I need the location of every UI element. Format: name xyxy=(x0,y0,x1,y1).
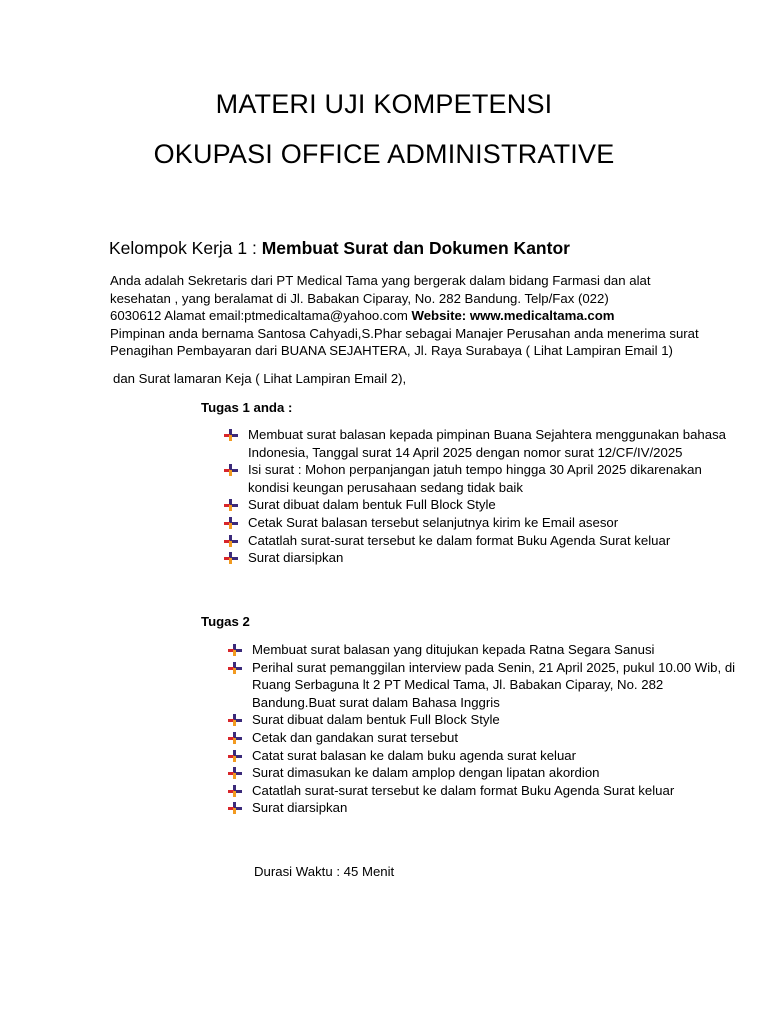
four-color-plus-bullet-icon xyxy=(224,499,238,511)
four-color-plus-bullet-icon xyxy=(228,644,242,656)
tugas-2-item-text: Surat dimasukan ke dalam amplop dengan lipatan akordion xyxy=(252,765,600,781)
tugas-1-item xyxy=(224,549,744,567)
four-color-plus-bullet-icon xyxy=(224,517,238,529)
tugas-1-item xyxy=(224,426,744,461)
intro-line xyxy=(110,290,750,308)
tugas-1-list xyxy=(224,426,744,567)
tugas-2-item xyxy=(228,747,748,765)
tugas-1-item-text: Surat dibuat dalam bentuk Full Block Style xyxy=(248,497,496,513)
tugas-2-item-text: Catat surat balasan ke dalam buku agenda surat keluar xyxy=(252,747,577,763)
intro-paragraph xyxy=(110,272,750,360)
section-heading-prefix: Kelompok Kerja 1 : xyxy=(109,238,262,258)
intro-text: Pimpinan anda bernama Santosa Cahyadi,S.Phar sebagai Manajer Perusahan anda menerima surat xyxy=(110,325,699,341)
intro-line xyxy=(110,272,750,290)
four-color-plus-bullet-icon xyxy=(228,732,242,744)
tugas-2-title: Tugas 2 xyxy=(201,614,250,629)
tugas-1-item xyxy=(224,532,744,550)
intro-text: 6030612 Alamat email:ptmedicaltama@yahoo.com xyxy=(110,308,412,323)
four-color-plus-bullet-icon xyxy=(224,552,238,564)
tugas-2-item-text: Cetak dan gandakan surat tersebut xyxy=(252,729,459,745)
four-color-plus-bullet-icon xyxy=(228,714,242,726)
intro-line xyxy=(110,325,750,343)
intro-line xyxy=(110,342,750,360)
four-color-plus-bullet-icon xyxy=(224,429,238,441)
tugas-1-item xyxy=(224,496,744,514)
four-color-plus-bullet-icon xyxy=(228,750,242,762)
tugas-2-item xyxy=(228,711,748,729)
four-color-plus-bullet-icon xyxy=(228,662,242,674)
tugas-2-item xyxy=(228,764,748,782)
tugas-1-item-text: Membuat surat balasan kepada pimpinan Buana Sejahtera menggunakan bahasa Indonesia, Tanggal surat 14 April 2025 dengan nomor surat 12/CF/IV/2025 xyxy=(248,427,727,460)
tugas-2-item xyxy=(228,729,748,747)
document-title-line-2: OKUPASI OFFICE ADMINISTRATIVE xyxy=(153,139,615,169)
tugas-1-item xyxy=(224,514,744,532)
tugas-1-item-text: Cetak Surat balasan tersebut selanjutnya kirim ke Email asesor xyxy=(248,514,619,530)
four-color-plus-bullet-icon xyxy=(224,535,238,547)
tugas-2-item-text: Catatlah surat-surat tersebut ke dalam format Buku Agenda Surat keluar xyxy=(252,782,675,798)
tugas-1-item-text: Surat diarsipkan xyxy=(248,550,344,566)
duration-label: Durasi Waktu : 45 Menit xyxy=(254,864,395,879)
tugas-2-item-text: Surat diarsipkan xyxy=(252,800,348,816)
tugas-2-item-text: Perihal surat pemanggilan interview pada Senin, 21 April 2025, pukul 10.00 Wib, di Ruang Serbaguna lt 2 PT Medical Tama, Jl. Babakan Ciparay, No. 282 Bandung.Buat surat dalam Bahasa Inggris xyxy=(252,659,736,710)
tugas-1-title: Tugas 1 anda : xyxy=(201,400,293,415)
intro-line xyxy=(110,307,750,325)
intro-text: Anda adalah Sekretaris dari PT Medical Tama yang bergerak dalam bidang Farmasi dan alat xyxy=(110,273,651,288)
section-heading-title: Membuat Surat dan Dokumen Kantor xyxy=(261,238,570,258)
tugas-1-item-text: Isi surat : Mohon perpanjangan jatuh tempo hingga 30 April 2025 dikarenakan kondisi keungan perusahaan sedang tidak baik xyxy=(248,462,702,495)
tugas-2-item xyxy=(228,641,748,659)
four-color-plus-bullet-icon xyxy=(228,802,242,814)
tugas-1-item-text: Catatlah surat-surat tersebut ke dalam format Buku Agenda Surat keluar xyxy=(248,532,671,548)
tugas-2-item-text: Surat dibuat dalam bentuk Full Block Style xyxy=(252,712,500,728)
intro-text: kesehatan , yang beralamat di Jl. Babakan Ciparay, No. 282 Bandung. Telp/Fax (022) xyxy=(110,290,609,306)
tugas-2-item xyxy=(228,782,748,800)
tugas-1-item xyxy=(224,461,744,496)
tugas-2-item xyxy=(228,799,748,817)
tugas-2-item-text: Membuat surat balasan yang ditujukan kepada Ratna Segara Sanusi xyxy=(252,642,655,657)
section-heading xyxy=(109,238,570,259)
intro-continuation: dan Surat lamaran Keja ( Lihat Lampiran Email 2), xyxy=(113,371,407,386)
four-color-plus-bullet-icon xyxy=(224,464,238,476)
four-color-plus-bullet-icon xyxy=(228,785,242,797)
website-label: Website: www.medicaltama.com xyxy=(411,308,615,323)
four-color-plus-bullet-icon xyxy=(228,767,242,779)
tugas-2-list xyxy=(228,641,748,817)
intro-text: Penagihan Pembayaran dari BUANA SEJAHTERA, Jl. Raya Surabaya ( Lihat Lampiran Email 1) xyxy=(110,343,673,358)
tugas-2-item xyxy=(228,659,748,712)
document-title-line-1: MATERI UJI KOMPETENSI xyxy=(215,89,553,119)
